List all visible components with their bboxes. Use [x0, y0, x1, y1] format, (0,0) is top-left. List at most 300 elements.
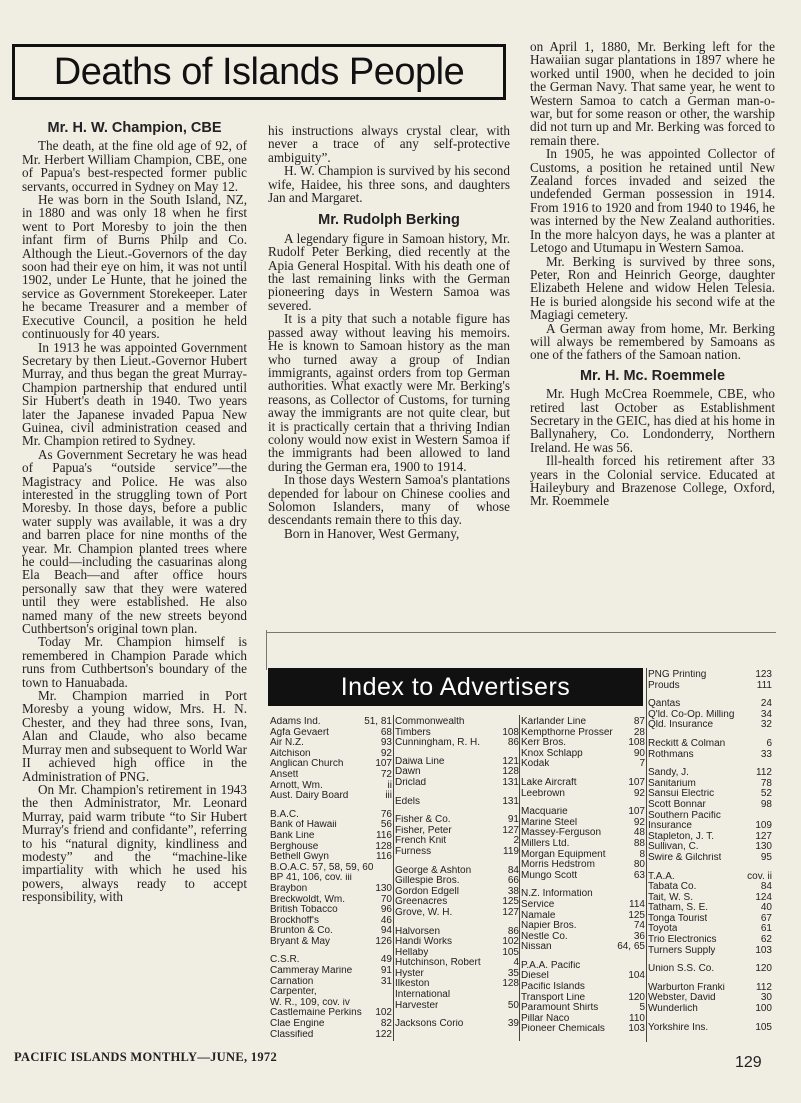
- paragraph: Mr. Berking is survived by three sons, Peter, Ron and Heinrich George, daughter Elizabeth Helene and widow Helen Telesia. He is buried alongside his second wife at the Magiagi cemetery.: [530, 253, 775, 323]
- paragraph: A German away from home, Mr. Berking will always be remembered by Samoans as one of the fathers of the Samoan nation.: [530, 320, 775, 363]
- advertiser-page: 50: [507, 999, 519, 1011]
- advertiser-page: 123: [755, 669, 772, 680]
- advertiser-name: Namale: [521, 910, 556, 921]
- index-entry: [270, 781, 392, 792]
- advertiser-page: 8: [639, 848, 645, 860]
- paragraph: Mr. Hugh McCrea Roemmele, CBE, who retired last October as Establishment Secretary in the GEIC, has died at his home in Ballynahery, Co. Londonderry, Northern Ireland. He was 56.: [530, 386, 775, 455]
- index-entry: [648, 811, 772, 822]
- index-entry: [648, 710, 772, 721]
- advertiser-name: Aitchison: [270, 748, 311, 759]
- advertiser-name: Bank of Hawaii: [270, 820, 337, 831]
- index-entry: [270, 759, 392, 770]
- advertiser-page: 116: [376, 851, 392, 863]
- index-entry: [270, 895, 392, 906]
- advertiser-name: Carnation: [270, 976, 314, 987]
- index-spacer: [521, 953, 645, 961]
- section-divider: [266, 632, 776, 633]
- advertiser-name: Tabata Co.: [648, 882, 697, 893]
- advertiser-name: Southern Pacific: [648, 810, 721, 821]
- paragraphs-champion-continued: [268, 124, 510, 204]
- article-berking: [268, 124, 510, 540]
- advertiser-name: Breckwoldt, Wm.: [270, 894, 346, 905]
- advertiser-name: Millers Ltd.: [521, 838, 570, 849]
- index-entry: [648, 964, 772, 975]
- advertiser-name: Trio Electronics: [648, 935, 717, 946]
- advertiser-page: 86: [507, 925, 519, 937]
- advertiser-page: 102: [375, 1007, 392, 1019]
- index-entry: [521, 1014, 645, 1025]
- advertiser-name: Reckitt & Colman: [648, 738, 726, 749]
- advertiser-page: 76: [380, 808, 392, 820]
- advertiser-page: 125: [502, 896, 519, 908]
- index-entry: [270, 863, 392, 874]
- advertiser-name: Service: [521, 899, 555, 910]
- index-entry: [270, 749, 392, 760]
- advertiser-name: Napier Bros.: [521, 921, 577, 932]
- index-entry: [521, 921, 645, 932]
- index-spacer: [270, 947, 392, 955]
- advertiser-name: Berghouse: [270, 841, 319, 852]
- advertiser-name: N.Z. Information: [521, 889, 593, 900]
- index-entry: [648, 779, 772, 790]
- index-entry: [521, 1003, 645, 1014]
- index-entry: [648, 739, 772, 750]
- advertiser-page: 116: [376, 829, 392, 841]
- advertiser-name: Scott Bonnar: [648, 799, 706, 810]
- index-entry: [648, 935, 772, 946]
- advertiser-name: Driclad: [395, 777, 427, 788]
- index-entry: [270, 1030, 392, 1041]
- advertiser-page: 28: [633, 726, 645, 738]
- index-spacer: [648, 956, 772, 964]
- advertiser-name: Jacksons Corio: [395, 1019, 464, 1030]
- index-entry: [270, 955, 392, 966]
- advertiser-page: ii: [387, 779, 392, 791]
- heading-roemmele: Mr. H. Mc. Roemmele: [579, 367, 726, 384]
- advertiser-page: 40: [760, 902, 772, 914]
- advertiser-page: 121: [502, 755, 519, 767]
- advertiser-name: B.O.A.C. 57, 58, 59, 60: [270, 862, 374, 873]
- advertiser-page: 107: [628, 806, 645, 818]
- advertiser-name: Paramount Shirts: [521, 1003, 599, 1014]
- advertiser-page: 68: [380, 726, 392, 738]
- index-entry: [270, 717, 392, 728]
- index-entry: [395, 757, 519, 768]
- advertiser-name: Insurance: [648, 821, 692, 832]
- advertiser-page: 91: [380, 965, 392, 977]
- advertiser-page: 131: [502, 795, 519, 807]
- index-entry: [270, 873, 392, 884]
- index-entry: [270, 916, 392, 927]
- index-spacer: [521, 881, 645, 889]
- index-title: Index to Advertisers: [268, 668, 643, 706]
- index-entry: [648, 750, 772, 761]
- advertiser-name: Dawn: [395, 767, 421, 778]
- advertiser-page: 124: [755, 891, 772, 903]
- index-entry: [270, 966, 392, 977]
- index-entry: [521, 789, 645, 800]
- index-entry: [395, 979, 519, 990]
- advertiser-page: 52: [760, 788, 772, 800]
- advertiser-name: Kodak: [521, 759, 550, 770]
- paragraph: In 1905, he was appointed Collector of Customs, a position he retained until New Zealand forces invaded and seized the undefended German possession in 1914. From 1916 to 1920 and from 1940 to 1946, he was interned by the New Zealand authorities. In the more halcyon days, he was a planter at Letogo and Utumapu in Western Samoa.: [530, 146, 775, 256]
- index-entry: [395, 826, 519, 837]
- index-entry: [648, 893, 772, 904]
- index-entry: [648, 924, 772, 935]
- heading-berking: Mr. Rudolph Berking: [318, 212, 460, 229]
- advertiser-name: Nissan: [521, 942, 552, 953]
- advertiser-name: George & Ashton: [395, 865, 472, 876]
- advertiser-name: Morris Hedstrom: [521, 860, 595, 871]
- advertiser-page: 63: [633, 869, 645, 881]
- advertiser-name: Stapleton, J. T.: [648, 831, 714, 842]
- index-spacer: [395, 807, 519, 815]
- advertiser-name: Lake Aircraft: [521, 777, 577, 788]
- index-entry: [270, 728, 392, 739]
- advertiser-page: 4: [513, 957, 519, 969]
- advertiser-name: Daiwa Line: [395, 756, 445, 767]
- index-spacer: [395, 858, 519, 866]
- advertiser-page: 96: [380, 904, 392, 916]
- index-entry: [395, 897, 519, 908]
- advertiser-name: Macquarie: [521, 807, 568, 818]
- index-entry: [395, 969, 519, 980]
- advertiser-name: Arnott, Wm.: [270, 780, 323, 791]
- advertiser-page: 94: [380, 925, 392, 937]
- advertiser-page: 112: [756, 981, 772, 993]
- paragraph: In those days Western Samoa's plantations depended for labour on Chinese coolies and Solomon Islanders, many of whose descendants remain there to this day.: [268, 472, 510, 528]
- index-entry: [521, 738, 645, 749]
- index-entry: [395, 958, 519, 969]
- advertiser-page: 128: [375, 840, 392, 852]
- advertiser-page: 111: [756, 679, 772, 691]
- index-column-3: [521, 717, 645, 1035]
- advertiser-name: Swire & Gilchrist: [648, 852, 722, 863]
- advertiser-name: Hyster: [395, 968, 424, 979]
- advertiser-page: 92: [380, 747, 392, 759]
- advertiser-page: 32: [760, 719, 772, 731]
- advertiser-name: Kerr Bros.: [521, 738, 567, 749]
- index-entry: [395, 847, 519, 858]
- index-spacer: [270, 802, 392, 810]
- advertiser-page: 64, 65: [617, 941, 645, 953]
- index-entry: [648, 946, 772, 957]
- advertiser-page: 35: [507, 967, 519, 979]
- advertiser-name: C.S.R.: [270, 955, 300, 966]
- index-spacer: [521, 770, 645, 778]
- advertiser-page: 51, 81: [364, 716, 392, 727]
- index-entry: [648, 882, 772, 893]
- advertiser-name: Qantas: [648, 699, 681, 710]
- index-entry: [521, 982, 645, 993]
- advertiser-page: iii: [385, 790, 392, 802]
- advertiser-name: Prouds: [648, 680, 680, 691]
- index-entry: [395, 797, 519, 808]
- index-entry: [395, 836, 519, 847]
- index-entry: [395, 876, 519, 887]
- advertiser-page: 107: [375, 758, 392, 770]
- advertiser-page: 108: [628, 737, 645, 749]
- paragraphs-champion: [22, 139, 247, 903]
- index-entry: [395, 767, 519, 778]
- index-entry: [270, 905, 392, 916]
- index-entry: [395, 728, 519, 739]
- index-entry: [648, 903, 772, 914]
- advertiser-page: 100: [755, 1003, 772, 1015]
- advertiser-name: Hutchinson, Robert: [395, 958, 481, 969]
- advertiser-page: 127: [502, 906, 519, 918]
- index-entry: [395, 927, 519, 938]
- advertiser-name: Castlemaine Perkins: [270, 1008, 362, 1019]
- article-champion: [22, 120, 247, 904]
- index-entry: [521, 749, 645, 760]
- advertiser-name: Harvester: [395, 1000, 439, 1011]
- advertiser-page: 78: [760, 777, 772, 789]
- paragraph: on April 1, 1880, Mr. Berking left for the Hawaiian sugar plantations in 1897 where he worked until 1900, when he decided to join the German Navy. That same year, he went to Western Samoa to catch a German man-o-war, but for some reason or other, the warship did not turn up and Mr. Berking was forced to remain there.: [530, 39, 775, 148]
- advertiser-name: Gordon Edgell: [395, 886, 459, 897]
- paragraphs-roemmele: [530, 387, 775, 508]
- index-entry: [521, 818, 645, 829]
- advertiser-page: 130: [755, 841, 772, 853]
- advertiser-page: 91: [507, 814, 519, 826]
- advertiser-name: Turners Supply: [648, 945, 716, 956]
- advertiser-page: 122: [375, 1028, 392, 1040]
- paragraphs-berking-continued: [530, 40, 775, 362]
- advertiser-name: Leebrown: [521, 788, 565, 799]
- advertiser-name: Agfa Gevaert: [270, 727, 329, 738]
- advertiser-name: Qld. Insurance: [648, 720, 714, 731]
- advertiser-page: 114: [629, 898, 645, 910]
- advertiser-name: Cunningham, R. H.: [395, 738, 481, 749]
- advertiser-page: 103: [755, 944, 772, 956]
- advertiser-page: 33: [760, 748, 772, 760]
- index-entry: [395, 717, 519, 728]
- index-entry: [648, 1004, 772, 1015]
- index-entry: [270, 738, 392, 749]
- index-entry: [521, 871, 645, 882]
- advertiser-name: Webster, David: [648, 993, 716, 1004]
- advertiser-name: Q'ld. Co-Op. Milling: [648, 709, 735, 720]
- index-spacer: [521, 799, 645, 807]
- index-entry: [270, 842, 392, 853]
- index-entry: [648, 789, 772, 800]
- index-entry: [395, 815, 519, 826]
- index-entry: [395, 908, 519, 919]
- paragraph: A legendary figure in Samoan history, Mr. Rudolf Peter Berking, died recently at the Apia General Hospital. With his death one of the last remaining links with the German pioneering days in Western Samoa was severed.: [268, 230, 510, 313]
- advertiser-page: 31: [380, 975, 392, 987]
- advertiser-name: BP 41, 106, cov. iii: [270, 873, 352, 884]
- advertiser-name: Classified: [270, 1029, 314, 1040]
- index-entry: [648, 993, 772, 1004]
- index-entry: [270, 998, 392, 1009]
- index-spacer: [395, 789, 519, 797]
- index-entry: [521, 1024, 645, 1035]
- page-number: 129: [735, 1054, 762, 1071]
- index-entry: [270, 1019, 392, 1030]
- advertiser-name: Greenacres: [395, 897, 448, 908]
- advertiser-page: 107: [628, 776, 645, 788]
- advertiser-name: Massey-Ferguson: [521, 828, 602, 839]
- paragraph: Ill-health forced his retirement after 33 years in the Colonial service. Educated at Haileybury and Brazenose College, Oxford, Mr. Roemmele: [530, 453, 775, 509]
- advertiser-page: 119: [503, 845, 519, 857]
- paragraph: Mr. Champion married in Port Moresby a young widow, Mrs. H. N. Chester, and they had three sons, Ivan, Alan and Claude, who also became Murray men and subsequent to World War II achieved high office in the Administration of PNG.: [22, 688, 247, 784]
- index-entry: [648, 983, 772, 994]
- advertiser-page: 62: [760, 934, 772, 946]
- advertiser-page: 84: [760, 881, 772, 893]
- advertiser-page: 46: [380, 914, 392, 926]
- advertiser-name: Fisher & Co.: [395, 815, 451, 826]
- index-entry: [648, 720, 772, 731]
- index-entry: [395, 1019, 519, 1030]
- advertiser-page: 103: [628, 1023, 645, 1035]
- advertiser-name: Sanitarium: [648, 778, 696, 789]
- index-entry: [395, 887, 519, 898]
- index-entry: [395, 937, 519, 948]
- advertiser-page: [389, 987, 392, 998]
- paragraph: The death, at the fine old age of 92, of Mr. Herbert William Champion, CBE, one of Papua's best-respected former public servants, occurred in Sydney on May 12.: [22, 138, 247, 194]
- index-entry: [521, 993, 645, 1004]
- advertiser-page: 82: [380, 1018, 392, 1030]
- index-spacer: [648, 731, 772, 739]
- index-entry: [395, 1001, 519, 1012]
- advertiser-page: cov. ii: [747, 870, 772, 882]
- index-entry: [521, 839, 645, 850]
- advertiser-name: Bank Line: [270, 830, 315, 841]
- index-divider: [393, 715, 394, 1041]
- advertiser-page: [389, 863, 392, 874]
- index-entry: [521, 961, 645, 972]
- advertiser-page: 110: [629, 1012, 645, 1024]
- advertiser-name: Brunton & Co.: [270, 926, 333, 937]
- index-entry: [521, 717, 645, 728]
- advertiser-page: 105: [755, 1021, 772, 1033]
- advertiser-name: Grove, W. H.: [395, 907, 453, 918]
- paragraph: He was born in the South Island, NZ, in 1880 and was only 18 when he first went to Port Moresby to join the then infant firm of Burns Philp and Co. Although the Lieut.-Governors of the day soon had their eye on him, it was not until 1902, under Le Hunte, that he joined the service as Government Storekeeper. Later he became Treasurer and a member of Executive Council, a position he held continuously for 40 years.: [22, 192, 247, 342]
- advertiser-page: 80: [633, 859, 645, 871]
- advertiser-name: Tait, W. S.: [648, 892, 694, 903]
- index-entry: [648, 1023, 772, 1034]
- paragraph: As Government Secretary he was head of Papua's “outside service”—the Magistracy and Police. He was also interested in the struggling town of Port Moresby. In those days, before a public water supply was available, it was a dry and barren place for nine months of the year. Mr. Champion planted trees where he could—including the casuarinas along Ela Beach—and after office hours personally saw that they were watered until they were established. He also named many of the new streets beyond Cuthbertson's original town plan.: [22, 446, 247, 637]
- advertiser-name: Fisher, Peter: [395, 825, 452, 836]
- advertiser-name: Air N.Z.: [270, 738, 304, 749]
- index-entry: [648, 914, 772, 925]
- article-roemmele: [530, 40, 775, 508]
- advertiser-name: Yorkshire Ins.: [648, 1022, 709, 1033]
- advertiser-name: Bryant & May: [270, 936, 331, 947]
- index-entry: [521, 900, 645, 911]
- index-entry: [270, 820, 392, 831]
- advertiser-page: 67: [760, 912, 772, 924]
- advertiser-page: 127: [755, 830, 772, 842]
- advertiser-page: 24: [760, 698, 772, 710]
- index-entry: [270, 770, 392, 781]
- index-entry: [270, 852, 392, 863]
- section-divider-vertical: [266, 630, 267, 670]
- index-entry: [270, 977, 392, 988]
- advertiser-page: 125: [628, 909, 645, 921]
- advertiser-page: 2: [513, 835, 519, 847]
- advertiser-page: 120: [628, 991, 645, 1003]
- index-entry: [521, 728, 645, 739]
- advertiser-page: 108: [502, 726, 519, 738]
- advertiser-name: British Tobacco: [270, 905, 338, 916]
- advertiser-page: 5: [639, 1002, 645, 1014]
- index-divider: [519, 715, 520, 1041]
- advertiser-name: Clae Engine: [270, 1019, 325, 1030]
- advertiser-page: 70: [380, 893, 392, 905]
- advertiser-name: Edels: [395, 796, 421, 807]
- advertiser-page: 74: [633, 920, 645, 932]
- index-entry: [270, 810, 392, 821]
- advertiser-name: Marine Steel: [521, 817, 578, 828]
- advertiser-page: 87: [633, 716, 645, 727]
- advertiser-page: 34: [760, 708, 772, 720]
- advertiser-page: 126: [375, 935, 392, 947]
- index-entry: [395, 990, 519, 1001]
- index-entry: [521, 911, 645, 922]
- advertiser-name: Nestle Co.: [521, 931, 568, 942]
- advertiser-name: Wunderlich: [648, 1004, 698, 1015]
- index-spacer: [648, 975, 772, 983]
- index-entry: [521, 778, 645, 789]
- index-entry: [521, 860, 645, 871]
- advertiser-page: 7: [639, 758, 645, 770]
- advertiser-page: 56: [380, 819, 392, 831]
- index-entry: [270, 926, 392, 937]
- paragraphs-berking: [268, 232, 510, 540]
- index-entry: [395, 738, 519, 749]
- advertiser-name: Ilkeston: [395, 979, 430, 990]
- advertiser-page: 95: [760, 851, 772, 863]
- advertiser-name: Morgan Equipment: [521, 849, 606, 860]
- advertiser-name: Diesel: [521, 971, 549, 982]
- index-entry: [648, 670, 772, 681]
- advertiser-name: Ansett: [270, 769, 299, 780]
- advertiser-name: P.A.A. Pacific: [521, 960, 581, 971]
- advertiser-name: Mungo Scott: [521, 870, 578, 881]
- advertiser-page: 48: [633, 827, 645, 839]
- advertiser-page: 90: [633, 747, 645, 759]
- paragraph: Born in Hanover, West Germany,: [284, 525, 460, 541]
- index-entry: [395, 866, 519, 877]
- index-entry: [648, 842, 772, 853]
- advertiser-name: Transport Line: [521, 992, 586, 1003]
- paragraph: H. W. Champion is survived by his second wife, Haidee, his three sons, and daughters Jan and Margaret.: [268, 163, 510, 206]
- index-column-2: [395, 717, 519, 1030]
- index-spacer: [648, 1015, 772, 1023]
- advertiser-name: Sullivan, C.: [648, 842, 699, 853]
- advertiser-page: 84: [507, 864, 519, 876]
- index-entry: [521, 889, 645, 900]
- advertiser-name: PNG Printing: [648, 670, 707, 680]
- advertiser-page: 6: [766, 737, 772, 749]
- advertiser-page: 66: [507, 875, 519, 887]
- advertiser-page: 92: [633, 787, 645, 799]
- advertiser-name: B.A.C.: [270, 809, 299, 820]
- advertiser-name: Hellaby: [395, 947, 429, 958]
- index-entry: [270, 1008, 392, 1019]
- index-spacer: [648, 760, 772, 768]
- advertiser-name: Sansui Electric: [648, 789, 715, 800]
- advertiser-page: 86: [507, 737, 519, 749]
- advertiser-page: 128: [502, 978, 519, 990]
- index-entry: [395, 948, 519, 959]
- index-spacer: [395, 1011, 519, 1019]
- advertiser-name: Sandy, J.: [648, 768, 689, 779]
- index-entry: [521, 971, 645, 982]
- advertiser-page: 36: [633, 930, 645, 942]
- advertiser-name: Tonga Tourist: [648, 913, 708, 924]
